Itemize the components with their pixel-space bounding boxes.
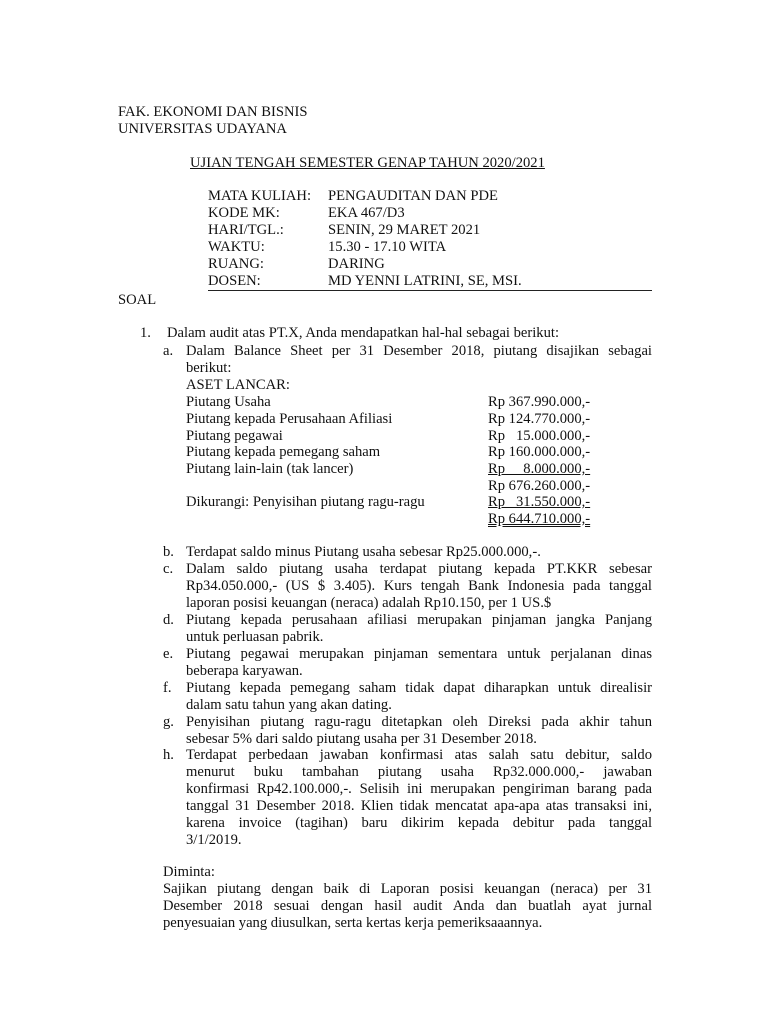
item-e-line: beberapa karyawan.: [186, 663, 303, 679]
header-divider: [208, 290, 652, 291]
info-key-time: WAKTU:: [208, 239, 265, 255]
question-number: 1.: [140, 325, 151, 341]
info-key-code: KODE MK:: [208, 205, 280, 221]
item-h-line: 3/1/2019.: [186, 832, 242, 848]
current-assets-heading: ASET LANCAR:: [186, 377, 290, 393]
item-f-line: Piutang kepada pemegang saham tidak dapat diharapkan untuk direalisir: [186, 680, 652, 696]
info-key-date: HARI/TGL.:: [208, 222, 284, 238]
item-b-letter: b.: [163, 544, 174, 560]
balance-row: [186, 461, 606, 478]
item-d-letter: d.: [163, 612, 174, 628]
info-key-room: RUANG:: [208, 256, 264, 272]
university-name: UNIVERSITAS UDAYANA: [118, 121, 287, 137]
info-value-lecturer: MD YENNI LATRINI, SE, MSI.: [328, 273, 522, 289]
item-g-line: Penyisihan piutang ragu-ragu ditetapkan oleh Direksi pada akhir tahun: [186, 714, 652, 730]
balance-row-amount: Rp 31.550.000,-: [488, 494, 591, 510]
item-e-line: Piutang pegawai merupakan pinjaman sementara untuk perjalanan dinas: [186, 646, 652, 662]
balance-row-amount: Rp 15.000.000,-: [488, 428, 591, 444]
item-h-line: tanggal 31 Desember 2018. Klien tidak mencatat apa-apa atas transaksi ini,: [186, 798, 652, 814]
item-h-line: Terdapat perbedaan jawaban konfirmasi atas salah satu debitur, saldo: [186, 747, 652, 763]
item-c-line: Rp34.050.000,- (US $ 3.405). Kurs tengah Bank Indonesia pada tanggal: [186, 578, 652, 594]
info-value-date: SENIN, 29 MARET 2021: [328, 222, 481, 238]
balance-row-label: Piutang Usaha: [186, 394, 271, 410]
balance-row-label: Dikurangi: Penyisihan piutang ragu-ragu: [186, 494, 425, 510]
item-c-line: Dalam saldo piutang usaha terdapat piutang kepada PT.KKR sebesar: [186, 561, 652, 577]
item-a-line-1: Dalam Balance Sheet per 31 Desember 2018, piutang disajikan sebagai: [186, 343, 652, 359]
diminta-label: Diminta:: [163, 864, 215, 880]
question-intro: Dalam audit atas PT.X, Anda mendapatkan hal-hal sebagai berikut:: [167, 325, 560, 341]
diminta-line: Desember 2018 sesuai dengan hasil audit Anda dan buatlah ayat jurnal: [163, 898, 652, 914]
item-e-letter: e.: [163, 646, 174, 662]
balance-subtotal-amount: Rp 676.260.000,-: [488, 478, 591, 494]
item-f-letter: f.: [163, 680, 172, 696]
balance-row: [186, 411, 606, 428]
info-value-code: EKA 467/D3: [328, 205, 405, 221]
item-c-letter: c.: [163, 561, 174, 577]
balance-row: [186, 444, 606, 461]
balance-row-amount: Rp 367.990.000,-: [488, 394, 591, 410]
diminta-line: Sajikan piutang dengan baik di Laporan posisi keuangan (neraca) per 31: [163, 881, 652, 897]
item-a-line-2: berikut:: [186, 360, 232, 376]
soal-label: SOAL: [118, 292, 157, 308]
balance-row-label: Piutang kepada Perusahaan Afiliasi: [186, 411, 393, 427]
item-h-letter: h.: [163, 747, 174, 763]
item-h-line: menurut buku tambahan piutang usaha Rp32.000.000,- jawaban: [186, 764, 652, 780]
item-d-line: untuk perluasan pabrik.: [186, 629, 324, 645]
info-value-room: DARING: [328, 256, 385, 272]
balance-row-label: Piutang lain-lain (tak lancer): [186, 461, 354, 477]
item-d-line: Piutang kepada perusahaan afiliasi merupakan pinjaman jangka Panjang: [186, 612, 652, 628]
balance-row: [186, 428, 606, 445]
faculty-name: FAK. EKONOMI DAN BISNIS: [118, 104, 308, 120]
balance-row: [186, 394, 606, 411]
balance-row-amount: Rp 124.770.000,-: [488, 411, 591, 427]
balance-row-label: Piutang pegawai: [186, 428, 283, 444]
item-f-line: dalam satu tahun yang akan dating.: [186, 697, 392, 713]
info-value-time: 15.30 - 17.10 WITA: [328, 239, 447, 255]
diminta-line: penyesuaian yang diusulkan, serta kertas kerja pemeriksaaannya.: [163, 915, 543, 931]
balance-row-label: Piutang kepada pemegang saham: [186, 444, 381, 460]
info-value-course: PENGAUDITAN DAN PDE: [328, 188, 498, 204]
balance-subtotal-row: [186, 478, 606, 495]
item-h-line: konfirmasi Rp42.100.000,-. Selisih ini merupakan pengiriman barang pada: [186, 781, 652, 797]
item-a-letter: a.: [163, 343, 174, 359]
item-g-line: sebesar 5% dari saldo piutang usaha per 31 Desember 2018.: [186, 731, 537, 747]
balance-row: [186, 494, 606, 511]
info-key-lecturer: DOSEN:: [208, 273, 261, 289]
balance-total-row: [186, 511, 606, 528]
item-c-line: laporan posisi keuangan (neraca) adalah Rp10.150, per 1 US.$: [186, 595, 552, 611]
balance-row-amount: Rp 8.000.000,-: [488, 461, 591, 477]
balance-row-amount: Rp 160.000.000,-: [488, 444, 591, 460]
item-g-letter: g.: [163, 714, 174, 730]
item-b-line: Terdapat saldo minus Piutang usaha sebesar Rp25.000.000,-.: [186, 544, 541, 560]
item-h-line: karena invoice (tagihan) baru dikirim kepada debitur pada tanggal: [186, 815, 652, 831]
info-key-course: MATA KULIAH:: [208, 188, 312, 204]
exam-title: UJIAN TENGAH SEMESTER GENAP TAHUN 2020/2021: [190, 155, 545, 171]
balance-total-amount: Rp 644.710.000,-: [488, 511, 591, 527]
